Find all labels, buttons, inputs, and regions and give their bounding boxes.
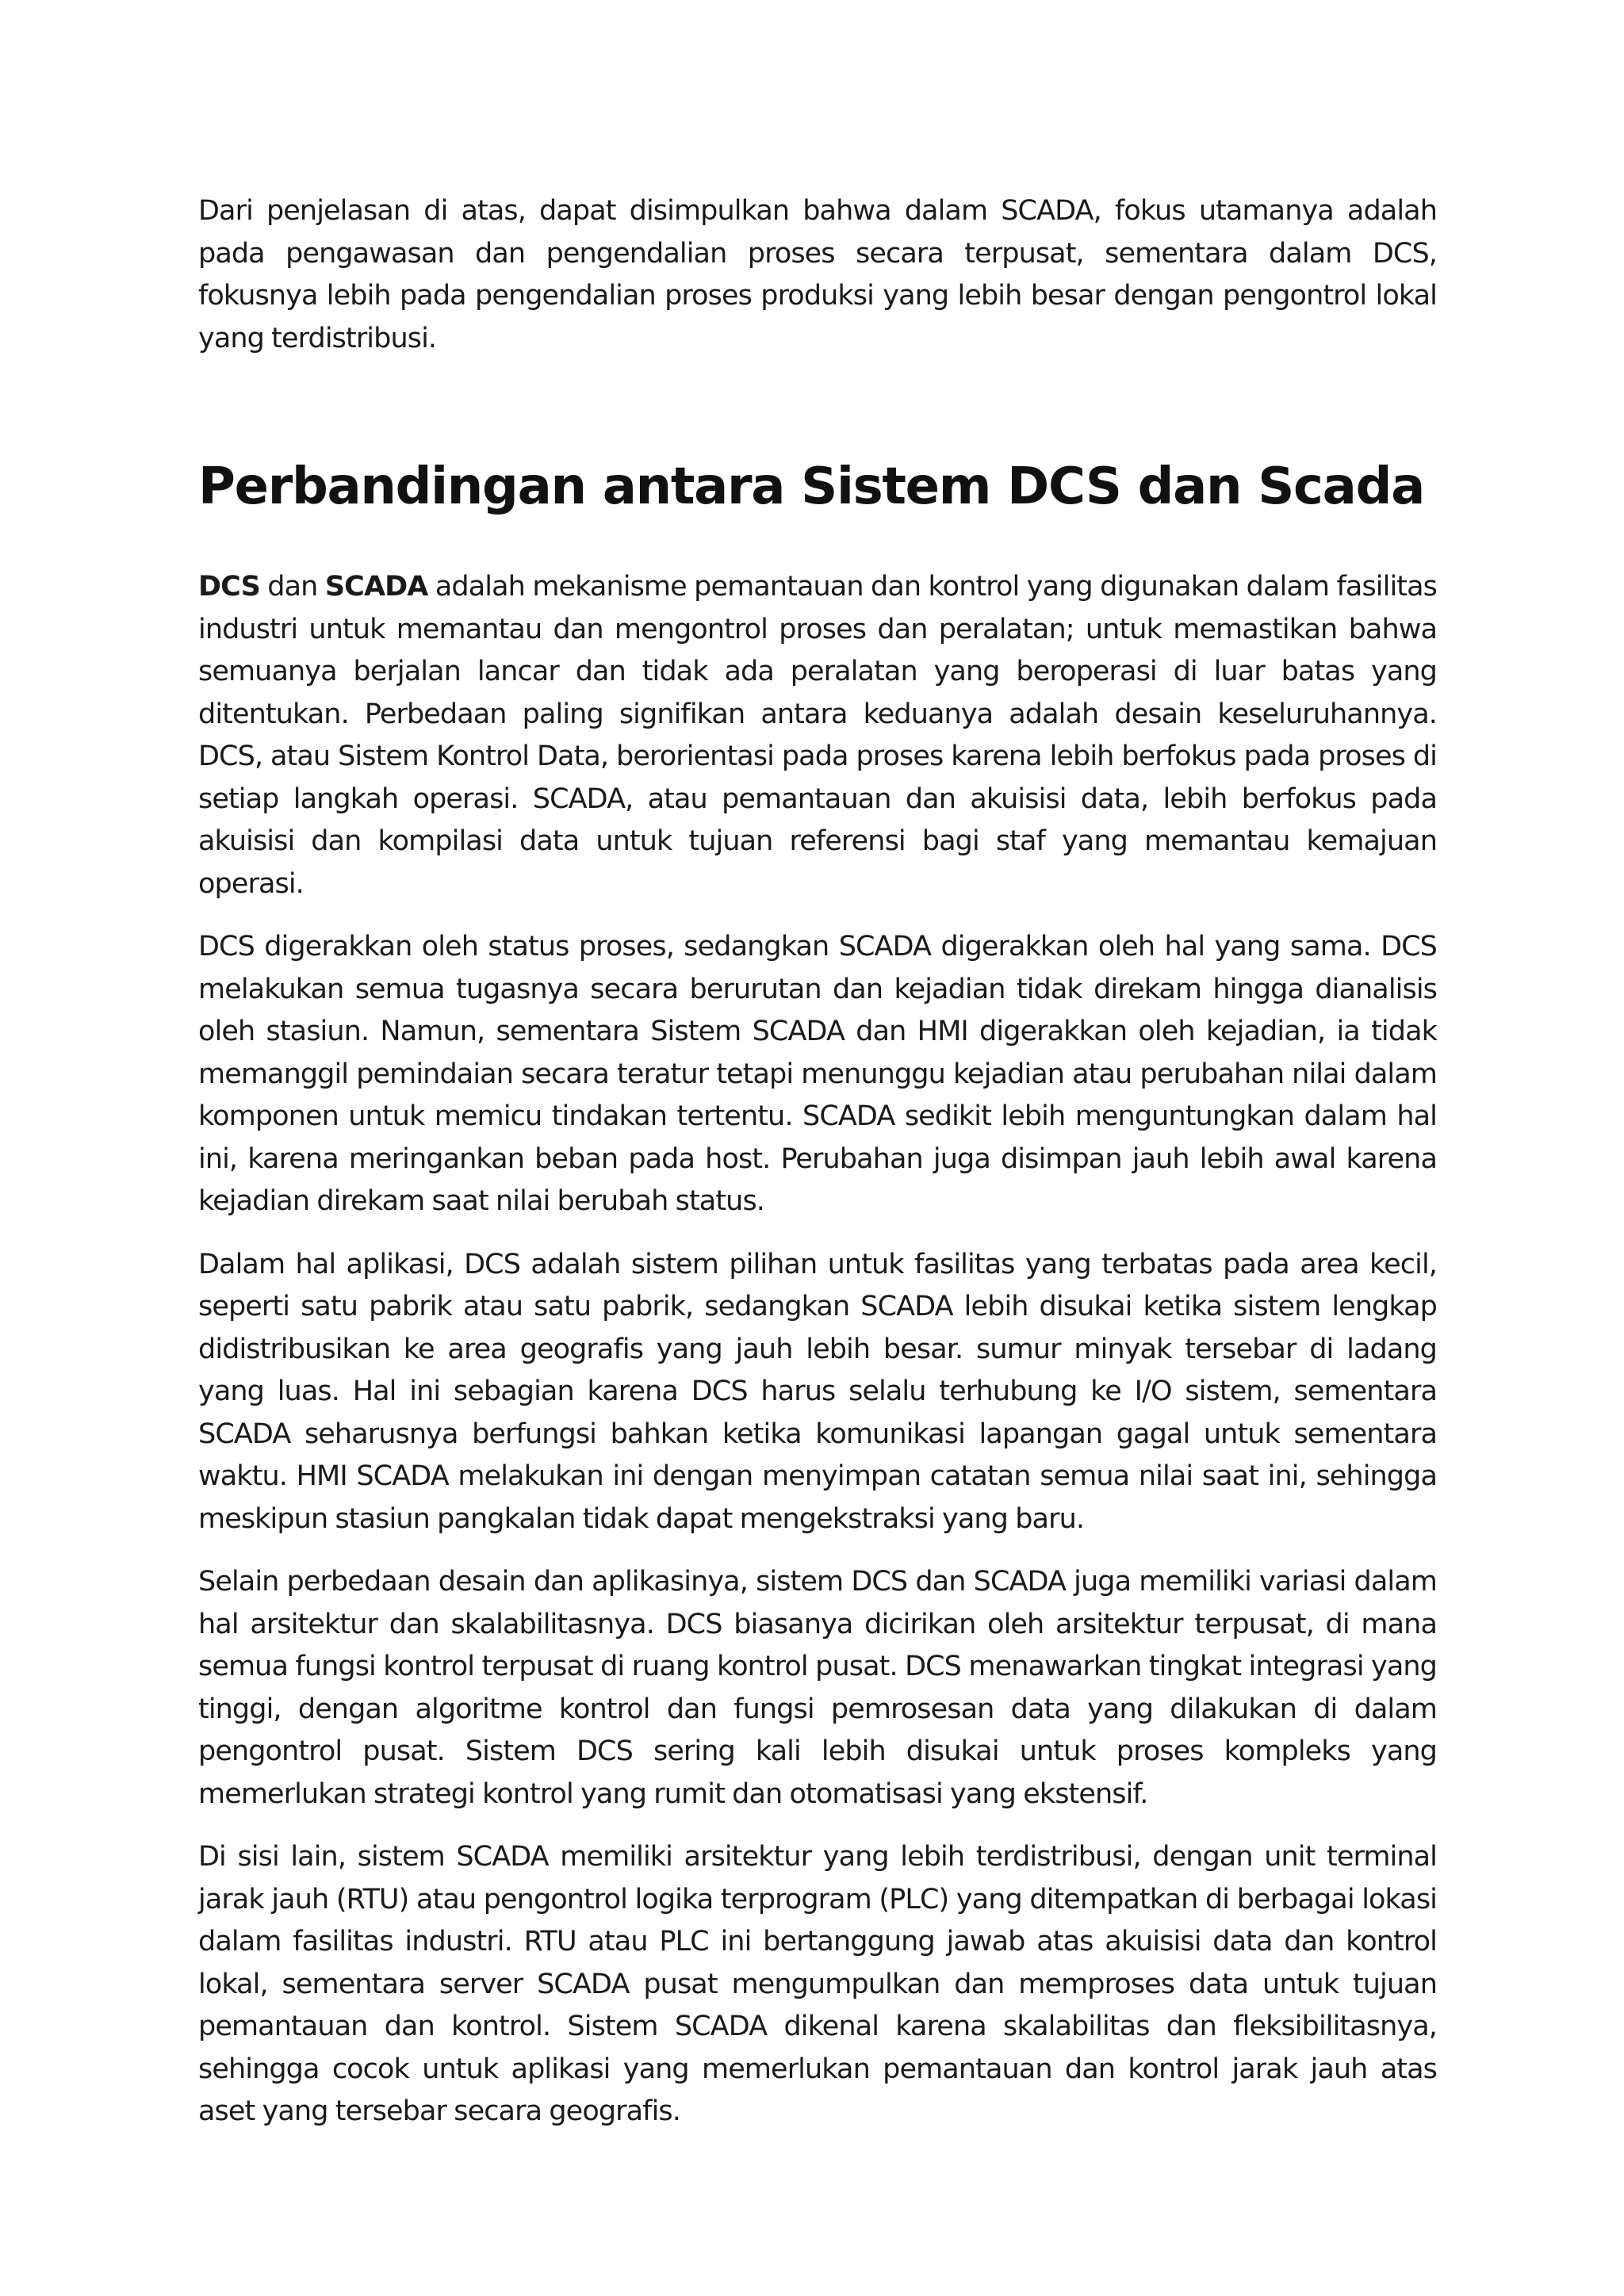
document-page xyxy=(198,190,1437,2154)
paragraph-architecture-dcs: Selain perbedaan desain dan aplikasinya, sistem DCS dan SCADA juga memiliki variasi dalam hal arsitektur dan skalabilitasnya. DCS biasanya dicirikan oleh arsitektur terpusat, di mana semua fungsi kontrol terpusat di ruang kontrol pusat. DCS menawarkan tingkat integrasi yang tinggi, dengan algoritme kontrol dan fungsi pemrosesan data yang dilakukan di dalam pengontrol pusat. Sistem DCS sering kali lebih disukai untuk proses kompleks yang memerlukan strategi kontrol yang rumit dan otomatisasi yang ekstensif. xyxy=(198,1566,1437,1810)
term-dcs: DCS xyxy=(198,571,260,603)
intro-paragraph: Dari penjelasan di atas, dapat disimpulkan bahwa dalam SCADA, fokus utamanya adalah pada pengawasan dan pengendalian proses secara terpusat, sementara dalam DCS, fokusnya lebih pada pengendalian proses produksi yang lebih besar dengan pengontrol lokal yang terdistribusi. xyxy=(198,195,1437,354)
paragraph-application: Dalam hal aplikasi, DCS adalah sistem pilihan untuk fasilitas yang terbatas pada area kecil, seperti satu pabrik atau satu pabrik, sedangkan SCADA lebih disukai ketika sistem lengkap didistribusikan ke area geografis yang jauh lebih besar. sumur minyak tersebar di ladang yang luas. Hal ini sebagian karena DCS harus selalu terhubung ke I/O sistem, sementara SCADA seharusnya berfungsi bahkan ketika komunikasi lapangan gagal untuk sementara waktu. HMI SCADA melakukan ini dengan menyimpan catatan semua nilai saat ini, sehingga meskipun stasiun pangkalan tidak dapat mengekstraksi yang baru. xyxy=(198,1248,1437,1535)
paragraph-process-driven: DCS digerakkan oleh status proses, sedangkan SCADA digerakkan oleh hal yang sama. DCS melakukan semua tugasnya secara berurutan dan kejadian tidak direkam hingga dianalisis oleh stasiun. Namun, sementara Sistem SCADA dan HMI digerakkan oleh kejadian, ia tidak memanggil pemindaian secara teratur tetapi menunggu kejadian atau perubahan nilai dalam komponen untuk memicu tindakan tertentu. SCADA sedikit lebih menguntungkan dalam hal ini, karena meringankan beban pada host. Perubahan juga disimpan jauh lebih awal karena kejadian direkam saat nilai berubah status. xyxy=(198,931,1437,1217)
paragraph-architecture-scada: Di sisi lain, sistem SCADA memiliki arsitektur yang lebih terdistribusi, dengan unit terminal jarak jauh (RTU) atau pengontrol logika terprogram (PLC) yang ditempatkan di berbagai lokasi dalam fasilitas industri. RTU atau PLC ini bertanggung jawab atas akuisisi data dan kontrol lokal, sementara server SCADA pusat mengumpulkan dan memproses data untuk tujuan pemantauan dan kontrol. Sistem SCADA dikenal karena skalabilitas dan fleksibilitasnya, sehingga cocok untuk aplikasi yang memerlukan pemantauan dan kontrol jarak jauh atas aset yang tersebar secara geografis. xyxy=(198,1841,1437,2127)
section-heading: Perbandingan antara Sistem DCS dan Scada xyxy=(198,457,1424,516)
paragraph-definition xyxy=(198,566,1437,905)
term-connector: dan xyxy=(259,571,325,603)
term-scada: SCADA xyxy=(324,571,428,603)
paragraph-definition-text: adalah mekanisme pemantauan dan kontrol yang digunakan dalam fasilitas industri untuk memantau dan mengontrol proses dan peralatan; untuk memastikan bahwa semuanya berjalan lancar dan tidak ada peralatan yang beroperasi di luar batas yang ditentukan. Perbedaan paling signifikan antara keduanya adalah desain keseluruhannya. DCS, atau Sistem Kontrol Data, berorientasi pada proses karena lebih berfokus pada proses di setiap langkah operasi. SCADA, atau pemantauan dan akuisisi data, lebih berfokus pada akuisisi dan kompilasi data untuk tujuan referensi bagi staf yang memantau kemajuan operasi. xyxy=(198,571,1437,900)
